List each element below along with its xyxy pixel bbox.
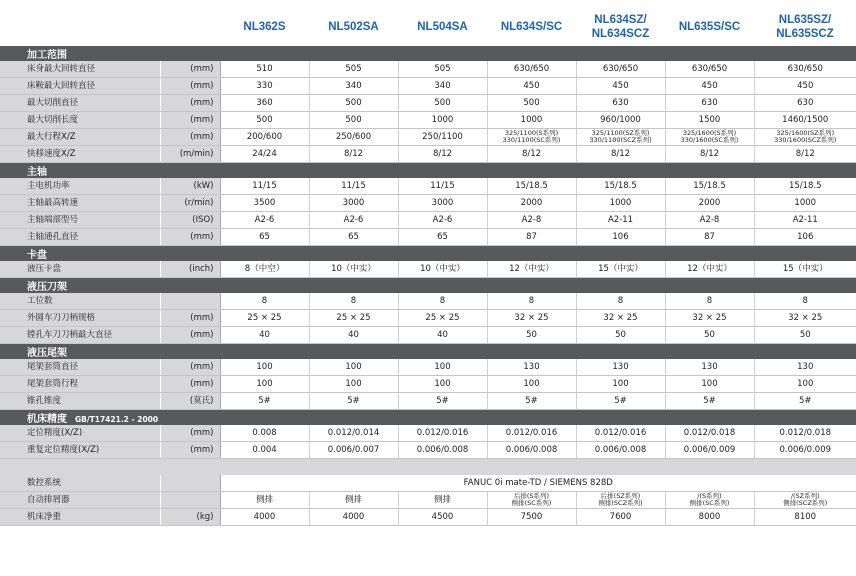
cell-line: 330/1600(SCZ系列) <box>774 136 837 144</box>
spec-row <box>0 261 856 278</box>
spec-unit: (莫氏) <box>160 393 220 410</box>
spec-row <box>0 112 856 129</box>
spec-unit: (m/min) <box>160 146 220 163</box>
spec-value: 4000 <box>309 509 398 526</box>
spec-value: 450 <box>665 78 754 95</box>
section-title-cell <box>0 163 856 179</box>
spec-value: 0.012/0.016 <box>487 425 576 442</box>
spec-value: 1500 <box>665 112 754 129</box>
spec-value: 40 <box>220 327 309 344</box>
spec-value: 65 <box>309 229 398 246</box>
spec-value: 50 <box>665 327 754 344</box>
spec-value: 630/650 <box>754 61 856 78</box>
spec-row <box>0 293 856 310</box>
spec-label: 锥孔锥度 <box>0 393 160 410</box>
section-header <box>0 246 856 262</box>
spec-row <box>0 509 856 526</box>
spec-value: 8 <box>665 293 754 310</box>
spec-value: 250/600 <box>309 129 398 146</box>
spec-value: 11/15 <box>220 178 309 195</box>
spec-value: 4500 <box>398 509 487 526</box>
spec-row <box>0 178 856 195</box>
spec-value: 0.006/0.009 <box>665 442 754 459</box>
model-name <box>576 7 665 46</box>
section-title: 液压刀架 <box>27 282 67 293</box>
spec-row <box>0 146 856 163</box>
spec-value: 24/24 <box>220 146 309 163</box>
spec-value <box>754 492 856 509</box>
spec-value: 8000 <box>665 509 754 526</box>
spec-value: 500 <box>220 112 309 129</box>
spec-unit <box>160 293 220 310</box>
spec-row <box>0 425 856 442</box>
spec-value: 5# <box>309 393 398 410</box>
spec-value: A2-11 <box>754 212 856 229</box>
spec-value: 0.012/0.016 <box>398 425 487 442</box>
spec-row <box>0 442 856 459</box>
spec-value: 100 <box>220 376 309 393</box>
spec-value: 15（中实） <box>754 261 856 278</box>
spec-value: 630/650 <box>487 61 576 78</box>
spec-value: 505 <box>398 61 487 78</box>
spec-value: 11/15 <box>309 178 398 195</box>
spec-value: 100 <box>309 359 398 376</box>
model-name <box>754 7 856 46</box>
spacer-row <box>0 459 856 476</box>
spec-row <box>0 492 856 509</box>
spec-value: 0.006/0.007 <box>309 442 398 459</box>
model-name: NL504SA <box>417 20 468 33</box>
spec-value: 3000 <box>398 195 487 212</box>
spec-value: 5# <box>754 393 856 410</box>
spec-value: 8/12 <box>576 146 665 163</box>
spec-label: 快移速度X/Z <box>0 146 160 163</box>
spec-value <box>665 129 754 146</box>
spec-value: 630/650 <box>576 61 665 78</box>
spec-value: 50 <box>754 327 856 344</box>
spec-row <box>0 376 856 393</box>
model-name-line: NL635SCZ <box>776 27 834 40</box>
spec-value: 15/18.5 <box>487 178 576 195</box>
spec-value: 8 <box>309 293 398 310</box>
spec-unit: (mm) <box>160 310 220 327</box>
spec-value: 0.004 <box>220 442 309 459</box>
spec-value: 8 <box>754 293 856 310</box>
spec-value: 65 <box>220 229 309 246</box>
spec-unit: (mm) <box>160 78 220 95</box>
spec-row <box>0 310 856 327</box>
spec-unit: (mm) <box>160 376 220 393</box>
spec-value <box>487 492 576 509</box>
spec-value: 100 <box>398 359 487 376</box>
section-title: 主轴 <box>27 167 47 178</box>
spec-row <box>0 393 856 410</box>
spec-value: 450 <box>754 78 856 95</box>
spec-value: 630/650 <box>665 61 754 78</box>
spec-value: 8100 <box>754 509 856 526</box>
spec-value: 25 × 25 <box>220 310 309 327</box>
spec-label: 工位数 <box>0 293 160 310</box>
model-header-row <box>0 7 856 46</box>
cell-line: 330/1100(SCZ系列) <box>589 136 652 144</box>
spec-value: 130 <box>754 359 856 376</box>
spec-unit: (r/min) <box>160 195 220 212</box>
spec-value: 8 <box>220 293 309 310</box>
spec-value: 10（中实） <box>309 261 398 278</box>
cell-line: 330/1600(SC系列) <box>680 136 739 144</box>
spec-value: 32 × 25 <box>487 310 576 327</box>
spec-value: 25 × 25 <box>398 310 487 327</box>
spec-value: 15/18.5 <box>576 178 665 195</box>
spec-value: 2000 <box>487 195 576 212</box>
spec-unit: (mm) <box>160 359 220 376</box>
spec-label: 外圆车刀刀柄规格 <box>0 310 160 327</box>
spec-value: 1000 <box>398 112 487 129</box>
spec-value: 5# <box>576 393 665 410</box>
spec-value: 0.006/0.009 <box>754 442 856 459</box>
spec-value: 630 <box>576 95 665 112</box>
spec-value: 500 <box>309 112 398 129</box>
spec-value: 8/12 <box>398 146 487 163</box>
spec-unit: (mm) <box>160 442 220 459</box>
header-blank <box>0 7 160 46</box>
spec-label: 尾架套筒直径 <box>0 359 160 376</box>
spec-value: 8/12 <box>487 146 576 163</box>
cell-line: 后排(SZ系列) <box>600 491 641 500</box>
spec-value: 450 <box>576 78 665 95</box>
section-title: 机床精度 <box>27 414 67 425</box>
spec-value: 340 <box>309 78 398 95</box>
model-name-line: NL634SZ/ <box>594 13 647 26</box>
spec-row <box>0 95 856 112</box>
spec-value: 510 <box>220 61 309 78</box>
spec-value: 7600 <box>576 509 665 526</box>
cell-line: /(SZ系列) <box>790 491 820 500</box>
spec-value: 5# <box>220 393 309 410</box>
spec-value: 130 <box>665 359 754 376</box>
spec-value <box>576 129 665 146</box>
spec-value: 40 <box>398 327 487 344</box>
spec-label: 床鞍最大回转直径 <box>0 78 160 95</box>
spec-row <box>0 327 856 344</box>
section-header <box>0 163 856 179</box>
spec-value: 8 <box>576 293 665 310</box>
spec-value: 500 <box>487 95 576 112</box>
spec-label: 床身最大回转直径 <box>0 61 160 78</box>
spec-value: 10（中实） <box>398 261 487 278</box>
spec-value <box>754 129 856 146</box>
spec-value: 100 <box>487 376 576 393</box>
spec-value: 100 <box>220 359 309 376</box>
spec-value: 5# <box>398 393 487 410</box>
model-name: NL634S/SC <box>500 20 563 33</box>
section-header <box>0 46 856 61</box>
model-name-line: NL634SCZ <box>591 27 650 40</box>
spec-value: 0.012/0.018 <box>665 425 754 442</box>
spec-label: 主电机功率 <box>0 178 160 195</box>
spec-value: 360 <box>220 95 309 112</box>
spec-value: 130 <box>576 359 665 376</box>
spec-unit: (kW) <box>160 178 220 195</box>
cell-line: 325/1100(SZ系列) <box>591 128 650 137</box>
spec-value: 12（中实） <box>665 261 754 278</box>
spec-unit: (ISO) <box>160 212 220 229</box>
spec-value: 500 <box>309 95 398 112</box>
spec-value: 8/12 <box>754 146 856 163</box>
section-title: 加工范围 <box>27 50 67 61</box>
spec-value: 40 <box>309 327 398 344</box>
spec-value: 25 × 25 <box>309 310 398 327</box>
model-name: NL635S/SC <box>678 20 741 33</box>
spec-value: 3000 <box>309 195 398 212</box>
spec-value: 0.012/0.014 <box>309 425 398 442</box>
spec-value: 106 <box>754 229 856 246</box>
spec-row <box>0 229 856 246</box>
section-title-cell <box>0 246 856 262</box>
spec-label: 数控系统 <box>0 475 160 492</box>
section-title: 液压尾架 <box>27 348 67 359</box>
spec-label: 主轴通孔直径 <box>0 229 160 246</box>
spec-value: 0.012/0.016 <box>576 425 665 442</box>
cell-line: 侧排(SC系列) <box>511 499 552 507</box>
spec-row <box>0 129 856 146</box>
section-title-cell <box>0 46 856 61</box>
spec-value: 8/12 <box>309 146 398 163</box>
spec-value: 100 <box>398 376 487 393</box>
spec-value: 130 <box>487 359 576 376</box>
spec-value: 106 <box>576 229 665 246</box>
spec-value: 0.006/0.008 <box>398 442 487 459</box>
cell-line: 侧排(SCZ系列) <box>598 499 643 507</box>
spec-value: 12（中实） <box>487 261 576 278</box>
spec-unit: (mm) <box>160 61 220 78</box>
spec-value: 侧排 <box>398 492 487 509</box>
cell-line: 325/1100(S系列) <box>504 128 559 137</box>
spec-value: A2-6 <box>398 212 487 229</box>
model-name-line: NL635SZ/ <box>778 13 832 26</box>
spec-value: 960/1000 <box>576 112 665 129</box>
spec-value: 8/12 <box>665 146 754 163</box>
spec-value: 5# <box>487 393 576 410</box>
spec-value: 2000 <box>665 195 754 212</box>
section-header <box>0 344 856 360</box>
spec-value: 1000 <box>576 195 665 212</box>
spec-value: 11/15 <box>398 178 487 195</box>
spec-unit <box>160 475 220 492</box>
spec-label: 最大切削长度 <box>0 112 160 129</box>
spec-value: 100 <box>665 376 754 393</box>
spec-unit: (mm) <box>160 129 220 146</box>
cell-line: 325/1600(S系列) <box>682 128 737 137</box>
cell-line: 330/1100(SC系列) <box>502 136 561 144</box>
spec-value: A2-6 <box>220 212 309 229</box>
spec-value: 100 <box>754 376 856 393</box>
spacer-cell <box>0 459 856 476</box>
cell-line: 325/1600(SZ系列) <box>776 128 835 137</box>
model-name: NL502SA <box>328 20 379 33</box>
cell-line: 侧排(SCZ系列) <box>783 499 828 507</box>
spec-value: 4000 <box>220 509 309 526</box>
spec-value: A2-8 <box>487 212 576 229</box>
spec-value: 500 <box>398 95 487 112</box>
spec-label: 尾架套筒行程 <box>0 376 160 393</box>
spec-value: 100 <box>309 376 398 393</box>
spec-value: 505 <box>309 61 398 78</box>
cell-line: 后排(S系列) <box>513 491 550 500</box>
spec-label: 重复定位精度(X/Z) <box>0 442 160 459</box>
spec-value: 0.008 <box>220 425 309 442</box>
spec-value: 330 <box>220 78 309 95</box>
spec-unit <box>160 492 220 509</box>
cnc-system-value: FANUC 0i mate-TD / SIEMENS 828D <box>220 475 856 492</box>
spec-row <box>0 359 856 376</box>
spec-value: 侧排 <box>309 492 398 509</box>
spec-unit: (mm) <box>160 229 220 246</box>
spec-value: A2-8 <box>665 212 754 229</box>
spec-value: 32 × 25 <box>576 310 665 327</box>
spec-label: 机床净重 <box>0 509 160 526</box>
section-subtitle: GB/T17421.2 - 2000 <box>75 415 159 424</box>
spec-value: 200/600 <box>220 129 309 146</box>
spec-value: 5# <box>665 393 754 410</box>
spec-label: 最大行程X/Z <box>0 129 160 146</box>
spec-value: 0.006/0.008 <box>576 442 665 459</box>
spec-value: 450 <box>487 78 576 95</box>
spec-value: 0.012/0.018 <box>754 425 856 442</box>
section-header <box>0 278 856 294</box>
spec-value: 15（中实） <box>576 261 665 278</box>
spec-label: 定位精度(X/Z) <box>0 425 160 442</box>
spec-value: A2-11 <box>576 212 665 229</box>
spec-value: 50 <box>576 327 665 344</box>
spec-value: 87 <box>487 229 576 246</box>
spec-value: 侧排 <box>220 492 309 509</box>
spec-value: 1000 <box>754 195 856 212</box>
spec-value: 15/18.5 <box>754 178 856 195</box>
section-title-cell <box>0 278 856 294</box>
spec-row <box>0 475 856 492</box>
section-title-cell <box>0 410 856 426</box>
spec-value: 1460/1500 <box>754 112 856 129</box>
spec-value <box>665 492 754 509</box>
spec-label: 主轴端部型号 <box>0 212 160 229</box>
spec-value: 3500 <box>220 195 309 212</box>
spec-value: 50 <box>487 327 576 344</box>
spec-value: 1000 <box>487 112 576 129</box>
spec-value: 8 <box>487 293 576 310</box>
model-name: NL362S <box>243 20 286 33</box>
section-title: 卡盘 <box>27 250 47 261</box>
spec-unit: (mm) <box>160 95 220 112</box>
spec-row <box>0 195 856 212</box>
spec-unit: (inch) <box>160 261 220 278</box>
spec-unit: (mm) <box>160 327 220 344</box>
spec-value: 15/18.5 <box>665 178 754 195</box>
spec-table <box>0 7 856 526</box>
spec-value: 630 <box>754 95 856 112</box>
cell-line: 侧排(SC系列) <box>689 499 730 507</box>
spec-label: 液压卡盘 <box>0 261 160 278</box>
spec-label: 主轴最高转速 <box>0 195 160 212</box>
spec-value: 250/1100 <box>398 129 487 146</box>
spec-row <box>0 78 856 95</box>
header-blank <box>160 7 220 46</box>
spec-value: 8（中空） <box>220 261 309 278</box>
cell-line: /(S系列) <box>697 491 722 500</box>
spec-unit: (kg) <box>160 509 220 526</box>
spec-value <box>576 492 665 509</box>
spec-row <box>0 61 856 78</box>
spec-value: 100 <box>576 376 665 393</box>
spec-value <box>487 129 576 146</box>
spec-value: 32 × 25 <box>665 310 754 327</box>
spec-value: 32 × 25 <box>754 310 856 327</box>
spec-unit: (mm) <box>160 425 220 442</box>
spec-label: 最大切削直径 <box>0 95 160 112</box>
spec-label: 自动排屑器 <box>0 492 160 509</box>
spec-value: 7500 <box>487 509 576 526</box>
spec-label: 镗孔车刀刀柄最大直径 <box>0 327 160 344</box>
spec-row <box>0 212 856 229</box>
section-header <box>0 410 856 426</box>
spec-value: 630 <box>665 95 754 112</box>
spec-value: 8 <box>398 293 487 310</box>
spec-value: 340 <box>398 78 487 95</box>
section-title-cell <box>0 344 856 360</box>
spec-value: A2-6 <box>309 212 398 229</box>
spec-unit: (mm) <box>160 112 220 129</box>
spec-value: 87 <box>665 229 754 246</box>
spec-value: 0.006/0.008 <box>487 442 576 459</box>
spec-value: 65 <box>398 229 487 246</box>
